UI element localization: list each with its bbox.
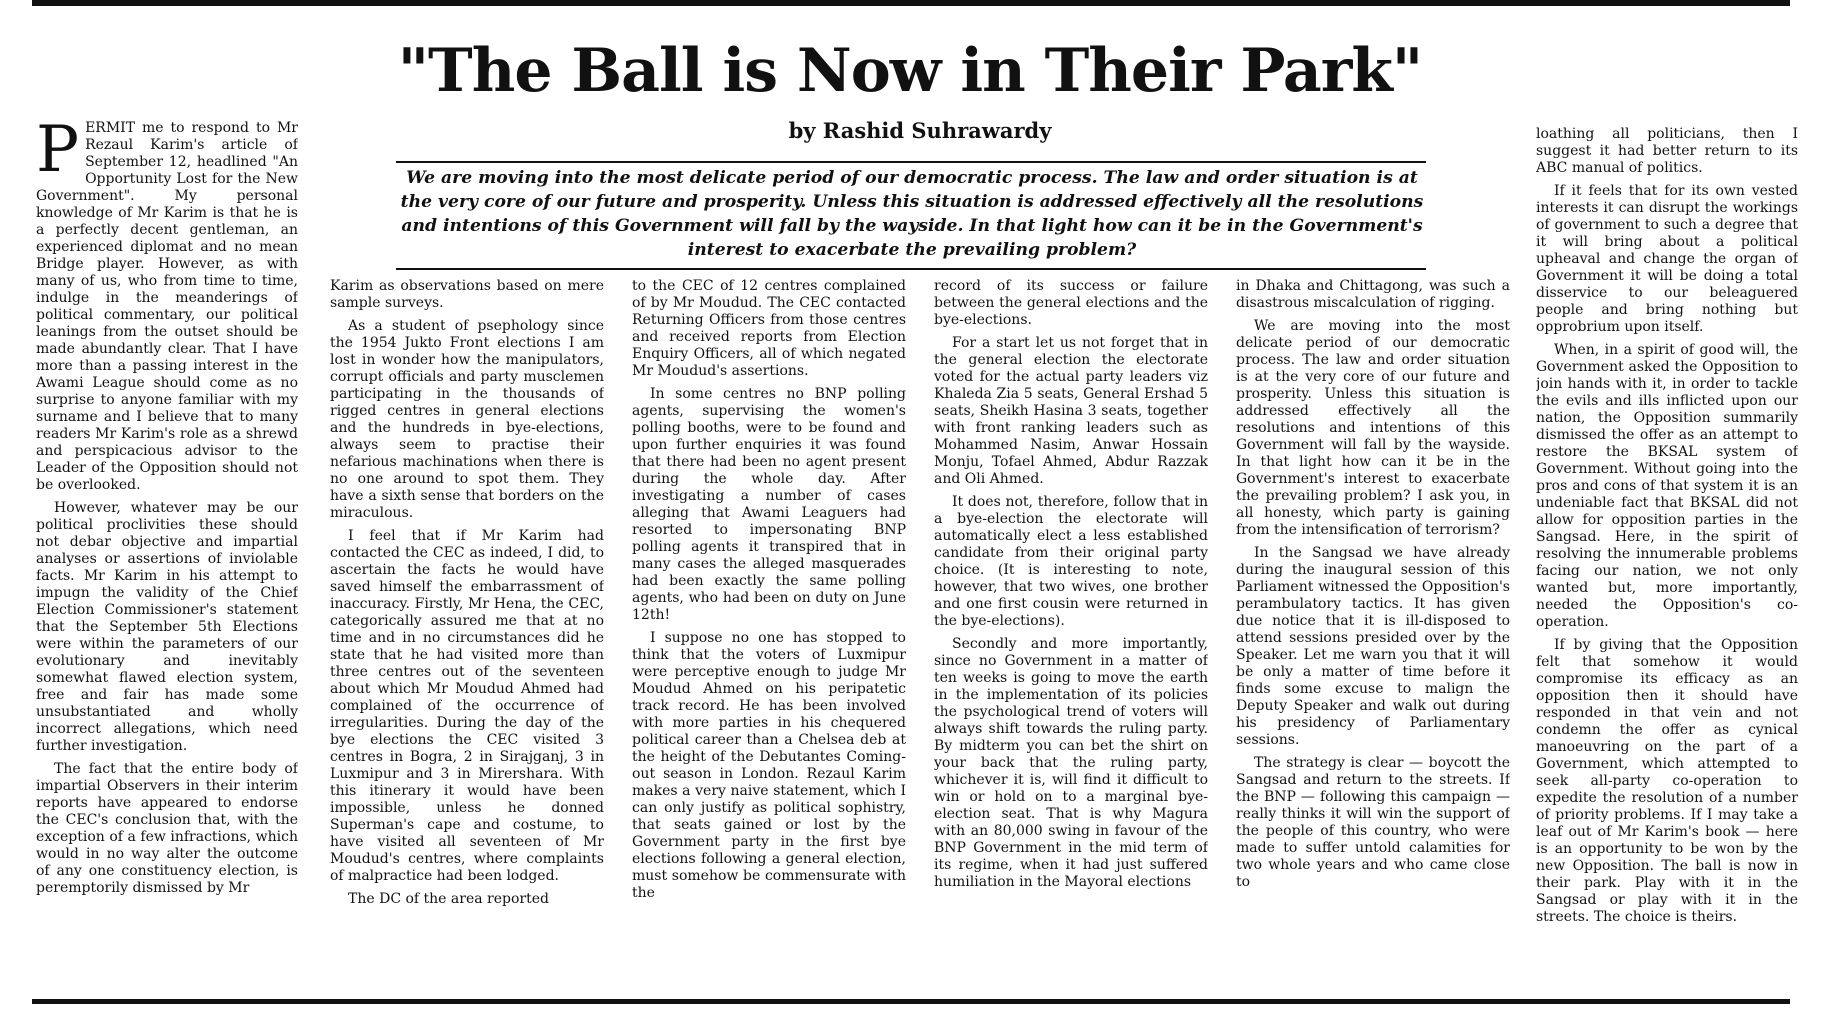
paragraph: For a start let us not forget that in the general election the electorate voted for the actual party leaders viz Khaleda Zia 5 seats, General Ershad 5 seats, Sheikh Hasina 3 seats, together with front ranking leaders such as Mohammed Nasim, Anwar Hossain Monju, Tofael Ahmed, Abdur Razzak and Oli Ahmed. — [934, 335, 1208, 487]
paragraph: However, whatever may be our political proclivities these should not debar objective and impartial analyses or assertions of inviolable facts. Mr Karim in his attempt to impugn the validity of the Chief Election Commissioner's statement that the September 5th Elections were within the parameters of our evolutionary and inevitably somewhat flawed election system, free and fair has made some unsubstantiated and wholly incorrect allegations, which need further investigation. — [36, 500, 298, 754]
drop-cap: P — [36, 120, 80, 187]
column-3 — [632, 278, 906, 990]
paragraph: I feel that if Mr Karim had contacted the CEC as indeed, I did, to ascertain the facts he would have saved himself the embarrassment of inaccuracy. Firstly, Mr Hena, the CEC, categorically assured me that at no time and in no circumstances did he state that he had visited more than three centres out of the seventeen about which Mr Moudud Ahmed had complained of the occurrence of irregularities. During the day of the bye elections the CEC visited 3 centres in Bogra, 2 in Sirajganj, 3 in Luxmipur and 3 in Mirershara. With this itinerary it would have been impossible, unless he donned Superman's cape and costume, to have visited all seventeen of Mr Moudud's centres, where complaints of malpractice had been lodged. — [330, 528, 604, 884]
paragraph: to the CEC of 12 centres complained of by Mr Moudud. The CEC contacted Returning Officers from those centres and received reports from Election Enquiry Officers, all of which negated Mr Moudud's assertions. — [632, 278, 906, 379]
top-rule — [32, 0, 1790, 6]
paragraph: As a student of psephology since the 1954 Jukto Front elections I am lost in wonder how the manipulators, corrupt officials and party musclemen participating in the thousands of rigged centres in general elections and the hundreds in bye-elections, always seem to practise their nefarious machinations when there is no one around to spot them. They have a sixth sense that borders on the miraculous. — [330, 318, 604, 521]
paragraph: loathing all politicians, then I suggest it had better return to its ABC manual of politics. — [1536, 126, 1798, 176]
column-5 — [1236, 278, 1510, 990]
paragraph: When, in a spirit of good will, the Government asked the Opposition to join hands with it, in order to tackle the evils and ills inflicted upon our nation, the Opposition summarily dismissed the offer as an attempt to restore the BKSAL system of Government. Without going into the pros and cons of that system it is an undeniable fact that BKSAL did not allow for opposition parties in the Sangsad. Here, in the spirit of resolving the innumerable problems facing our nation, we not only wanted but, more importantly, needed the Opposition's co-operation. — [1536, 342, 1798, 630]
byline: by Rashid Suhrawardy — [788, 118, 1052, 143]
paragraph: If by giving that the Opposition felt that somehow it would compromise its efficacy as an opposition then it should have responded in that vein and not condemn the offer as cynical manoeuvring on the part of a Government, which attempted to seek all-party co-operation to expedite the resolution of a number of priority problems. If I may take a leaf out of Mr Karim's book — here is an opportunity to be won by the new Opposition. The ball is now in their park. Play with it in the Sangsad or play with it in the streets. The choice is theirs. — [1536, 637, 1798, 925]
bottom-rule — [32, 999, 1790, 1004]
paragraph: I suppose no one has stopped to think that the voters of Luxmipur were perceptive enough to judge Mr Moudud Ahmed on his peripatetic track record. He has been involved with more parties in his chequered political career than a Chelsea deb at the height of the Debutantes Coming-out season in London. Rezaul Karim makes a very naive statement, which I can only justify as political sophistry, that seats gained or lost by the Government party in the first bye elections following a general election, must somehow be commensurate with the — [632, 630, 906, 901]
standfirst: We are moving into the most delicate period of our democratic process. The law and order situation is at the very core of our future and prosperity. Unless this situation is addressed effectively all the resolutions and intentions of this Government will fall by the wayside. In that light how can it be in the Government's interest to exacerbate the prevailing problem? — [400, 168, 1424, 260]
paragraph: ERMIT me to respond to Mr Rezaul Karim's article of September 12, headlined "An Opportunity Lost for the New Government". My personal knowledge of Mr Karim is that he is a perfectly decent gentleman, an experienced diplomat and no mean Bridge player. However, as with many of us, who from time to time, indulge in the meanderings of political commentary, our political leanings from the outset should be made abundantly clear. That I have more than a passing interest in the Awami League should come as no surprise to anyone familiar with my surname and I believe that to many readers Mr Karim's role as a shrewd and perspicacious advisor to the Leader of the Opposition should not be overlooked. — [36, 120, 298, 493]
column-2 — [330, 278, 604, 990]
paragraph: The strategy is clear — boycott the Sangsad and return to the streets. If the BNP — following this campaign — really thinks it will win the support of the people of this country, who were made to suffer untold calamities for two whole years and who came close to — [1236, 755, 1510, 890]
paragraph: Secondly and more importantly, since no Government in a matter of ten weeks is going to move the earth in the implementation of its policies the psychological trend of voters will always shift towards the ruling party. By midterm you can bet the shirt on your back that the ruling party, whichever it is, will find it difficult to win or hold on to a marginal bye-election seat. That is why Magura with an 80,000 swing in favour of the BNP Government in the mid term of its regime, when it had just suffered humiliation in the Mayoral elections — [934, 636, 1208, 890]
column-4 — [934, 278, 1208, 990]
paragraph: The DC of the area reported — [348, 891, 549, 907]
column-1 — [36, 120, 298, 990]
paragraph: We are moving into the most delicate period of our democratic process. The law and order situation is at the very core of our future and prosperity. Unless this situation is addressed effectively all the resolutions and intentions of this Government will fall by the wayside. In that light how can it be in the Government's interest to exacerbate the prevailing problem? I ask you, in all honesty, which party is gaining from the intensification of terrorism? — [1236, 318, 1510, 538]
paragraph: Karim as observations based on mere sample surveys. — [330, 278, 604, 311]
paragraph: In the Sangsad we have already during the inaugural session of this Parliament witnessed the Opposition's perambulatory tactics. It has given due notice that it is ill-disposed to attend sessions presided over by the Speaker. Let me warn you that it will be only a matter of time before it finds some excuse to malign the Deputy Speaker and walk out during his presidency of Parliamentary sessions. — [1236, 545, 1510, 748]
paragraph: In some centres no BNP polling agents, supervising the women's polling booths, were to be found and upon further enquiries it was found that there had been no agent present during the whole day. After investigating a number of cases alleging that Awami Leaguers had resorted to impersonating BNP polling agents it transpired that in many cases the alleged masquerades had been exactly the same polling agents, who had been on duty on June 12th! — [632, 386, 906, 623]
paragraph: record of its success or failure between the general elections and the bye-elections. — [934, 278, 1208, 328]
headline: "The Ball is Now in Their Park" — [397, 36, 1423, 106]
standfirst-rule-bottom — [396, 268, 1426, 270]
paragraph: It does not, therefore, follow that in a bye-election the electorate will automatically elect a less established candidate from their original party choice. (It is interesting to note, however, that two wives, one brother and one first cousin were returned in the bye-elections). — [934, 494, 1208, 629]
paragraph: If it feels that for its own vested interests it can disrupt the workings of government to such a degree that it will bring about a political upheaval and change the organ of Government it will be doing a total disservice to our beleaguered people and bring nothing but opprobrium upon itself. — [1536, 183, 1798, 335]
paragraph: The fact that the entire body of impartial Observers in their interim reports have appeared to endorse the CEC's conclusion that, with the exception of a few infractions, which would in no way alter the outcome of any one constituency election, is peremptorily dismissed by Mr — [36, 761, 298, 896]
standfirst-rule-top — [396, 161, 1426, 163]
column-6 — [1536, 126, 1798, 992]
paragraph: in Dhaka and Chittagong, was such a disastrous miscalculation of rigging. — [1236, 278, 1510, 311]
